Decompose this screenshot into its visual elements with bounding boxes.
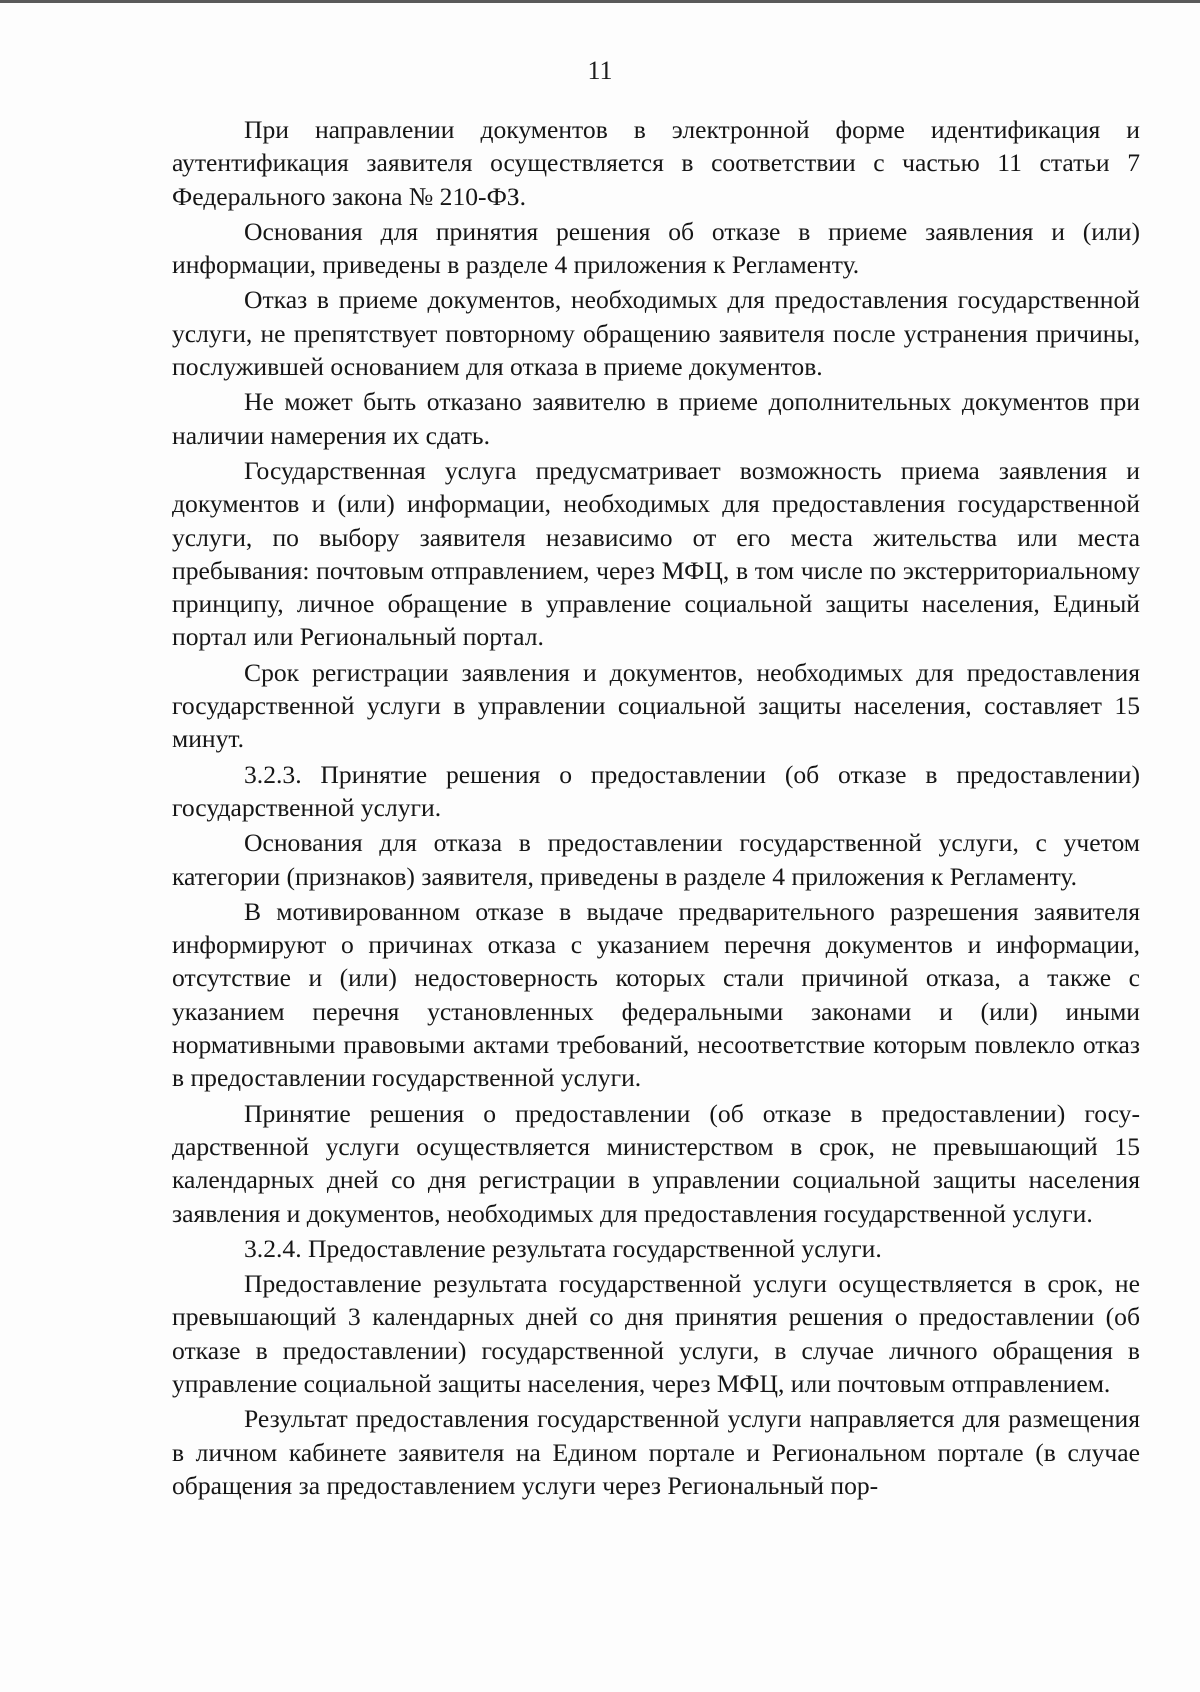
paragraph-additional-documents: Не может быть отказано заявителю в приеме дополнительных документов при наличии намерения их сдать. [172,387,1140,450]
section-heading-3-2-3: 3.2.3. Принятие решения о предоставлении (об отказе в предоставлении) государственной услуги. [172,759,1140,822]
paragraph-result-term: Предоставление результата государственной услуги осуществляется в срок, не превышающий 3 календарных дней со дня принятия решения о предоставлении (об отказе в предоставлении) государственной услуги, в случае личного обращения в управление социальной защиты населения, через МФЦ, или почтовым отправлением. [172,1269,1140,1398]
scan-top-edge [0,0,1200,3]
body-text [172,113,1140,1504]
paragraph-refusal-grounds: Основания для принятия решения об отказе в приеме заявления и (или) информации, приведены в разделе 4 приложения к Регламенту. [172,216,1140,280]
paragraph-identification: При направлении документов в электронной форме идентификация и аутентификация заявителя осуществляется в соответствии с частью 11 статьи 7 Федерального закона № 210-ФЗ. [172,115,1140,211]
paragraph-submission-methods: Государственная услуга предусматривает возможность приема заявления и документов и (или) информации, необходимых для предоставления государственной услуги, по выбору заявителя независимо от его места жительства или места пребывания: почтовым отправлением, через МФЦ, в том числе по экстерриториальному принципу, личное обращение в управление социальной защиты населения, Единый портал или Региональный портал. [172,455,1140,652]
paragraph-decision-term: Принятие решения о предоставлении (об отказе в предоставлении) государственной услуги осуществляется министерством в срок, не превышающий 15 календарных дней со дня регистрации в управлении социальной защиты населения заявления и документов, необходимых для предоставления государственной услуги. [172,1098,1140,1228]
section-heading-3-2-4: 3.2.4. Предоставление результата государственной услуги. [244,1233,882,1263]
paragraph-denial-grounds: Основания для отказа в предоставлении государственной услуги, с учетом категории (признаков) заявителя, приведены в разделе 4 приложения к Регламенту. [172,828,1140,891]
paragraph-registration-term: Срок регистрации заявления и документов, необходимых для предоставления государственной услуги в управлении социальной защиты населения, составляет 15 минут. [172,657,1140,754]
paragraph-result-delivery: Результат предоставления государственной услуги направляется для размещения в личном кабинете заявителя на Едином портале и Региональном портале (в случае обращения за предоставлением услуги через Региональный пор- [172,1404,1140,1500]
paragraph-repeat-application: Отказ в приеме документов, необходимых для предоставления государственной услуги, не препятствует повторному обращению заявителя после устранения причины, послужившей основанием для отказа в приеме документов. [172,285,1140,382]
paragraph-motivated-refusal: В мотивированном отказе в выдаче предварительного разрешения заявителя информируют о причинах отказа с указанием перечня документов и информации, отсутствие и (или) недостоверность которых стали причиной отказа, а также с указанием перечня установленных федеральными законами и (или) иными нормативными правовыми актами требований, несоответствие которым повлекло отказ в предоставлении государственной услуги. [172,896,1140,1093]
page-number: 11 [587,56,613,85]
